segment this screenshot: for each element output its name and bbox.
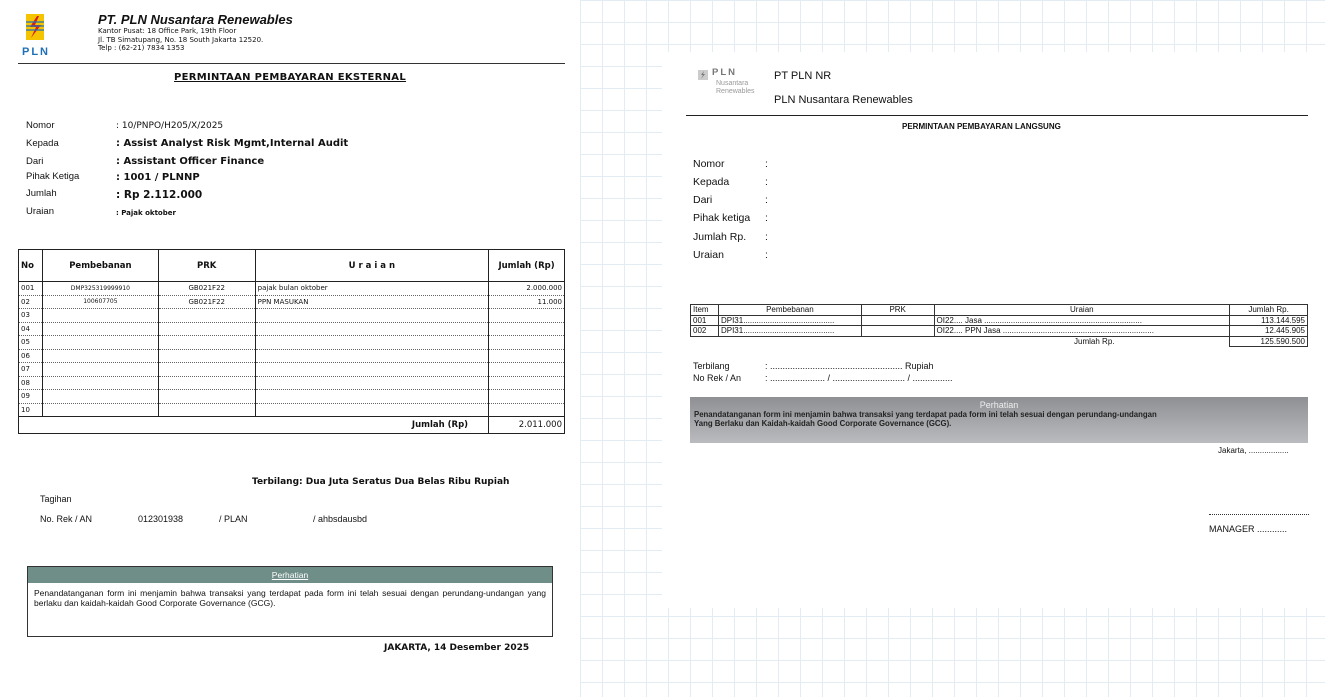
- field-value-uraian: : Pajak oktober: [116, 209, 176, 217]
- col-header-uraian: U r a i a n: [255, 250, 488, 282]
- place-date: Jakarta, ..................: [1218, 446, 1289, 455]
- cell-no: 06: [19, 349, 43, 363]
- field-colon: :: [765, 158, 768, 170]
- cell-item: 002: [691, 326, 719, 337]
- field-label-dari: Dari: [26, 156, 44, 167]
- payment-table: [18, 249, 565, 434]
- logo-sub-1: Nusantara: [716, 80, 749, 87]
- terbilang-text: Terbilang: Dua Juta Seratus Dua Belas Ribu Rupiah: [252, 477, 510, 487]
- cell-no: 09: [19, 390, 43, 404]
- col-header-jumlah: Jumlah Rp.: [1230, 305, 1308, 316]
- cell-no: 03: [19, 309, 43, 323]
- field-label-uraian: Uraian: [693, 249, 724, 261]
- perhatian-title: Perhatian: [28, 567, 552, 583]
- field-value-nomor: : 10/PNPO/H205/X/2025: [116, 121, 224, 131]
- perhatian-title: Perhatian: [979, 400, 1019, 410]
- col-header-jumlah: Jumlah (Rp): [489, 250, 565, 282]
- col-header-uraian: Uraian: [934, 305, 1230, 316]
- perhatian-box: [27, 566, 553, 637]
- field-label-dari: Dari: [693, 194, 713, 206]
- total-label: Jumlah Rp.: [934, 336, 1230, 347]
- field-label-jumlah: Jumlah Rp.: [693, 231, 747, 243]
- cell-uraian: pajak bulan oktober: [255, 282, 488, 296]
- address-line-1: Kantor Pusat: 18 Office Park, 19th Floor: [98, 27, 237, 35]
- header-divider: [18, 63, 565, 64]
- cell-no: 04: [19, 322, 43, 336]
- total-value: 125.590.500: [1230, 336, 1308, 347]
- norek-bank: / PLAN: [219, 514, 248, 524]
- field-label-nomor: Nomor: [26, 120, 55, 131]
- table-total-row: [19, 417, 565, 434]
- field-colon: :: [765, 176, 768, 188]
- norek-label: No Rek / An: [693, 373, 742, 383]
- table-row: [19, 376, 565, 390]
- table-row: [19, 282, 565, 296]
- col-header-prk: PRK: [861, 305, 934, 316]
- direct-payment-request-document: [662, 52, 1325, 608]
- header-divider: [686, 115, 1308, 116]
- cell-no: 08: [19, 376, 43, 390]
- cell-no: 07: [19, 363, 43, 377]
- field-label-pihak-ketiga: Pihak Ketiga: [26, 171, 80, 182]
- company-full: PLN Nusantara Renewables: [774, 94, 913, 106]
- table-row: [19, 295, 565, 309]
- perhatian-line-2: Yang Berlaku dan Kaidah-kaidah Good Corporate Governance (GCG).: [694, 419, 952, 428]
- cell-uraian: PPN MASUKAN: [255, 295, 488, 309]
- cell-no: 10: [19, 403, 43, 417]
- norek-value: : ...................... / ............................. / ................: [765, 373, 953, 383]
- cell-prk: [861, 326, 934, 337]
- cell-pembebanan: DPI31.........................................: [718, 315, 861, 326]
- perhatian-text: Penandatanganan form ini menjamin bahwa transaksi yang terdapat pada form ini telah sesuai dengan perundang-undangan yang berlaku dan kaidah-kaidah Good Corporate Governance (GCG).: [34, 588, 546, 608]
- table-row: [691, 315, 1308, 326]
- table-row: [19, 390, 565, 404]
- company-header: [98, 12, 293, 53]
- cell-jumlah: 113.144.595: [1230, 315, 1308, 326]
- table-total-row: [691, 336, 1308, 347]
- company-short: PT PLN NR: [774, 70, 832, 82]
- cell-item: 001: [691, 315, 719, 326]
- tagihan-label: Tagihan: [40, 494, 72, 504]
- table-row: [19, 349, 565, 363]
- field-label-kepada: Kepada: [693, 176, 730, 188]
- field-label-uraian: Uraian: [26, 206, 54, 217]
- terbilang-value: : ..................................................... Rupiah: [765, 361, 934, 371]
- logo-sub-2: Renewables: [716, 88, 755, 95]
- norek-name: / ahbsdausbd: [313, 514, 368, 524]
- cell-uraian: OI22.... Jasa .......................................................................: [934, 315, 1230, 326]
- table-header-row: [691, 305, 1308, 316]
- table-row: [691, 326, 1308, 337]
- logo-text: PLN: [712, 67, 737, 78]
- cell-no: 05: [19, 336, 43, 350]
- perhatian-box: [690, 397, 1308, 443]
- terbilang-label: Terbilang: [693, 361, 730, 371]
- address-line-2: Jl. TB Simatupang, No. 18 South Jakarta 12520.: [98, 35, 264, 44]
- field-colon: :: [765, 194, 768, 206]
- table-header-row: [19, 250, 565, 282]
- cell-prk: [861, 315, 934, 326]
- field-label-jumlah: Jumlah: [26, 188, 57, 199]
- cell-jumlah: 2.000.000: [489, 282, 565, 296]
- norek-number: 012301938: [138, 514, 184, 524]
- signature-line: [1209, 514, 1309, 515]
- phone-line: Telp : (62-21) 7834 1353: [98, 44, 185, 52]
- field-label-kepada: Kepada: [26, 138, 59, 149]
- payment-table: [690, 304, 1308, 347]
- cell-pembebanan: DMP325319999910: [42, 282, 158, 296]
- cell-no: 02: [19, 295, 43, 309]
- field-colon: :: [765, 249, 768, 261]
- field-value-dari: : Assistant Officer Finance: [116, 156, 265, 167]
- field-colon: :: [765, 231, 768, 243]
- cell-no: 001: [19, 282, 43, 296]
- field-label-pihak-ketiga: Pihak ketiga: [693, 212, 751, 224]
- total-label: Jumlah (Rp): [19, 417, 489, 434]
- field-value-kepada: : Assist Analyst Risk Mgmt,Internal Audit: [116, 138, 349, 149]
- col-header-no: No: [19, 250, 43, 282]
- cell-jumlah: 11.000: [489, 295, 565, 309]
- document-title: PERMINTAAN PEMBAYARAN EKSTERNAL: [174, 72, 407, 83]
- cell-prk: GB021F22: [158, 282, 255, 296]
- col-header-pembebanan: Pembebanan: [718, 305, 861, 316]
- logo-subtext: [716, 80, 755, 96]
- col-header-prk: PRK: [158, 250, 255, 282]
- perhatian-line-1: Penandatanganan form ini menjamin bahwa transaksi yang terdapat pada form ini telah sesuai dengan perundang-undangan: [694, 410, 1157, 419]
- norek-label: No. Rek / AN: [40, 514, 93, 524]
- cell-uraian: OI22.... PPN Jasa ....................................................................: [934, 326, 1230, 337]
- external-payment-request-document: [0, 0, 580, 697]
- col-header-pembebanan: Pembebanan: [42, 250, 158, 282]
- field-colon: :: [765, 212, 768, 224]
- place-date: JAKARTA, 14 Desember 2025: [384, 643, 530, 653]
- cell-prk: GB021F22: [158, 295, 255, 309]
- cell-jumlah: 12.445.905: [1230, 326, 1308, 337]
- table-row: [19, 336, 565, 350]
- pln-logo-icon: [698, 70, 708, 80]
- document-title: PERMINTAAN PEMBAYARAN LANGSUNG: [902, 122, 1061, 131]
- field-label-nomor: Nomor: [693, 158, 725, 170]
- field-value-jumlah: : Rp 2.112.000: [116, 189, 203, 201]
- total-value: 2.011.000: [489, 417, 565, 434]
- table-row: [19, 363, 565, 377]
- manager-signature: MANAGER ............: [1209, 524, 1288, 534]
- field-value-pihak-ketiga: : 1001 / PLNNP: [116, 172, 200, 183]
- table-row: [19, 403, 565, 417]
- cell-pembebanan: 100607705: [42, 295, 158, 309]
- table-row: [19, 309, 565, 323]
- col-header-item: Item: [691, 305, 719, 316]
- company-name: PT. PLN Nusantara Renewables: [98, 12, 293, 27]
- table-row: [19, 322, 565, 336]
- logo-text: PLN: [22, 46, 50, 58]
- cell-pembebanan: DPI31.........................................: [718, 326, 861, 337]
